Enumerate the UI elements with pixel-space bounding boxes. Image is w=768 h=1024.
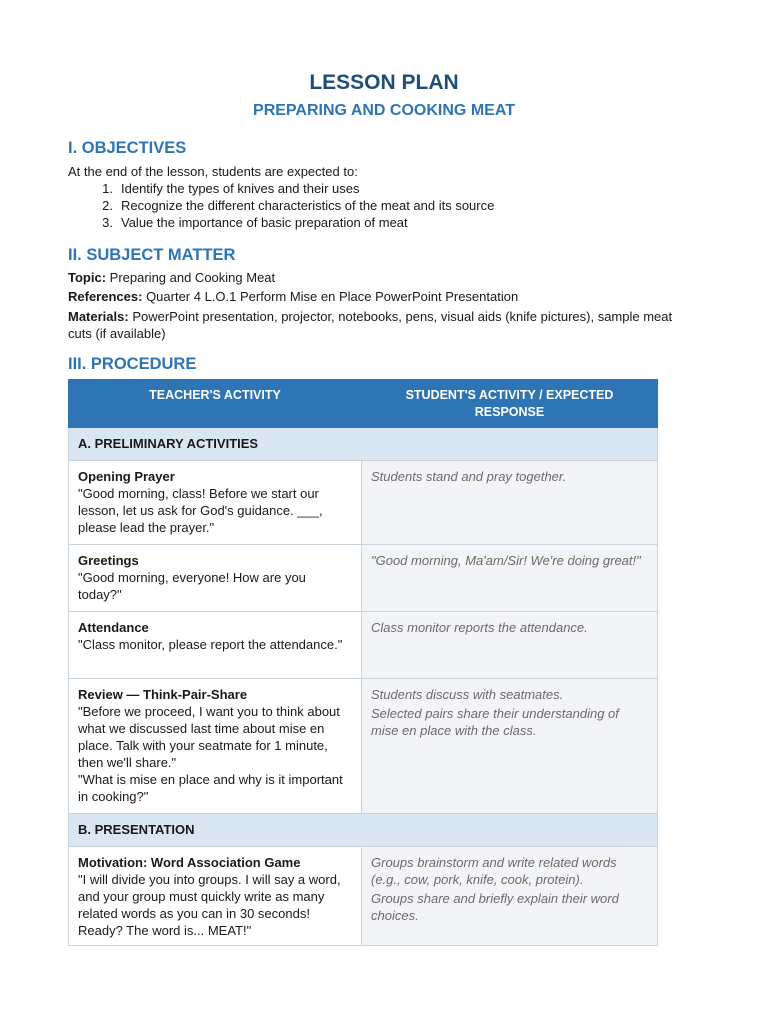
objective-text: Identify the types of knives and their uses [121,181,360,196]
section-row-preliminary [69,428,658,461]
materials-line [68,308,688,342]
table-row [69,545,658,612]
table-header-row [69,380,658,428]
table-row [69,612,658,679]
teacher-cell [69,847,362,946]
objective-item [68,197,494,214]
objective-item [68,214,494,231]
student-line: Groups share and briefly explain their word choices. [371,891,619,923]
student-line: Students stand and pray together. [371,469,567,484]
activity-title: Review — Think-Pair-Share [78,687,248,702]
section-row-presentation [69,814,658,847]
topic-label: Topic: [68,270,107,285]
student-cell [362,545,658,612]
procedure-heading: III. PROCEDURE [68,355,197,373]
teacher-line: "Good morning, everyone! How are you today?" [78,570,306,602]
student-cell [362,461,658,545]
activity-title: Opening Prayer [78,469,175,484]
section-label: A. PRELIMINARY ACTIVITIES [69,428,658,461]
teacher-line: "Good morning, class! Before we start our lesson, let us ask for God's guidance. ___, please lead the prayer." [78,486,323,535]
section-label: B. PRESENTATION [69,814,658,847]
student-cell [362,679,658,814]
page-title: LESSON PLAN [309,71,459,94]
teacher-line: "Class monitor, please report the attendance." [78,637,343,652]
teacher-cell [69,679,362,814]
references-label: References: [68,289,143,304]
objectives-heading: I. OBJECTIVES [68,139,187,157]
teacher-cell [69,461,362,545]
objective-text: Value the importance of basic preparation of meat [121,215,408,230]
teacher-line: "Before we proceed, I want you to think about what we discussed last time about mise en place. Talk with your seatmate for 1 minute, then we'll share." [78,704,340,770]
teacher-line: "What is mise en place and why is it important in cooking?" [78,772,343,804]
activity-title: Greetings [78,553,139,568]
student-line: Students discuss with seatmates. [371,687,564,702]
objective-text: Recognize the different characteristics of the meat and its source [121,198,495,213]
teacher-activity-header: TEACHER'S ACTIVITY [69,380,362,428]
objectives-list [68,180,494,231]
student-line: Class monitor reports the attendance. [371,620,588,635]
student-cell [362,612,658,679]
student-line: Groups brainstorm and write related words (e.g., cow, pork, knife, cook, protein). [371,855,617,887]
procedure-table [68,379,658,946]
teacher-line: "I will divide you into groups. I will say a word, and your group must quickly write as many related words as you can in 30 seconds! Ready? The word is... MEAT!" [78,872,341,938]
page-subtitle: PREPARING AND COOKING MEAT [253,102,515,119]
objective-item [68,180,494,197]
student-line: "Good morning, Ma'am/Sir! We're doing great!" [371,553,641,568]
student-line: Selected pairs share their understanding of mise en place with the class. [371,706,619,738]
objective-number: 1. [102,181,113,196]
subject-matter-heading: II. SUBJECT MATTER [68,246,236,264]
student-activity-header: STUDENT'S ACTIVITY / EXPECTED RESPONSE [362,380,658,428]
activity-title: Motivation: Word Association Game [78,855,301,870]
references-line [68,288,688,305]
table-row [69,461,658,545]
topic-value: Preparing and Cooking Meat [109,270,276,285]
teacher-cell [69,545,362,612]
table-row [69,847,658,946]
student-cell [362,847,658,946]
materials-value: PowerPoint presentation, projector, notebooks, pens, visual aids (knife pictures), sample meat cuts (if available) [68,309,673,341]
table-row [69,679,658,814]
materials-label: Materials: [68,309,129,324]
teacher-cell [69,612,362,679]
objective-number: 3. [102,215,113,230]
activity-title: Attendance [78,620,149,635]
objective-number: 2. [102,198,113,213]
objectives-intro: At the end of the lesson, students are expected to: [68,164,358,179]
topic-line [68,269,688,286]
references-value: Quarter 4 L.O.1 Perform Mise en Place PowerPoint Presentation [146,289,519,304]
